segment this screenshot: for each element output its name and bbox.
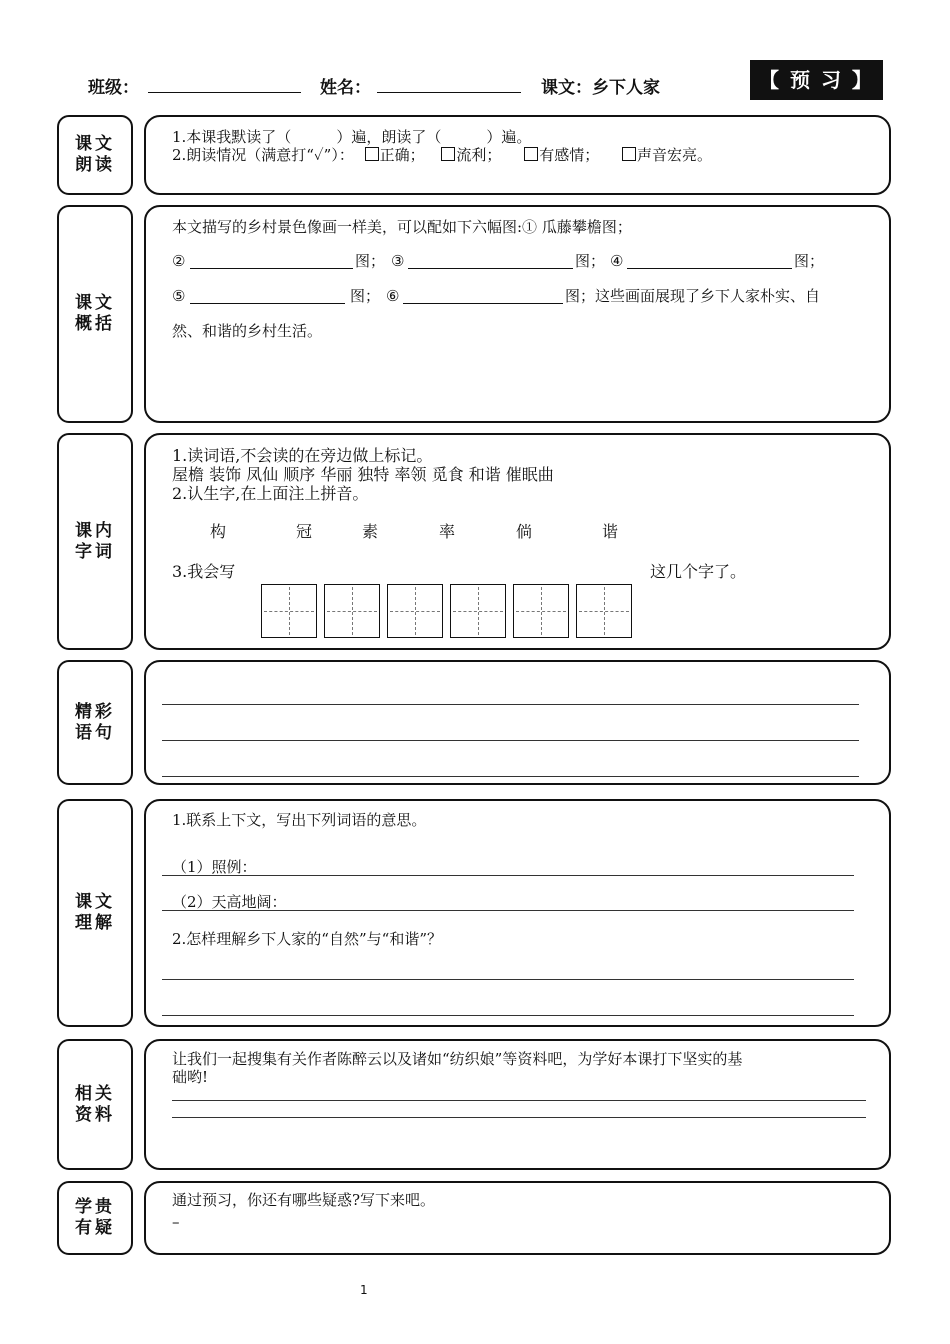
option-emotion[interactable]: 有感情； xyxy=(524,146,599,164)
writing-grid-cell[interactable] xyxy=(324,584,380,638)
summary-num-4: ④ xyxy=(610,252,624,270)
writing-grid-cell[interactable] xyxy=(576,584,632,638)
section-label-materials: 相关 资料 xyxy=(57,1039,133,1170)
materials-text-2: 础哟! xyxy=(172,1068,209,1086)
questions-text: 通过预习，你还有哪些疑惑?写下来吧。 xyxy=(172,1191,436,1209)
summary-num-5: ⑤ xyxy=(172,287,186,305)
sentences-box xyxy=(144,660,891,785)
summary-tu-3: 图； xyxy=(575,252,606,270)
writing-grid-cell[interactable] xyxy=(450,584,506,638)
checkbox-icon[interactable] xyxy=(524,147,538,161)
materials-line[interactable] xyxy=(172,1100,866,1101)
summary-box xyxy=(144,205,891,423)
understanding-box xyxy=(144,799,891,1027)
summary-blank-2[interactable] xyxy=(190,268,353,269)
understanding-q1: 1.联系上下文，写出下列词语的意思。 xyxy=(172,811,427,829)
write-prefix: 3.我会写 xyxy=(172,562,236,581)
summary-intro: 本文描写的乡村景色像画一样美，可以配如下六幅图:① 瓜藤攀檐图； xyxy=(172,218,632,236)
answer-line-q1b[interactable] xyxy=(162,910,854,911)
checkbox-icon[interactable] xyxy=(441,147,455,161)
questions-dash: – xyxy=(172,1213,180,1231)
summary-tail: 图；这些画面展现了乡下人家朴实、自 xyxy=(565,287,821,305)
materials-line[interactable] xyxy=(172,1117,866,1118)
summary-tu-5: 图； xyxy=(350,287,381,305)
reading-count-line: 1.本课我默读了（ ）遍，朗读了（ ）遍。 xyxy=(172,128,532,146)
reading-status-line xyxy=(172,146,712,164)
checkbox-icon[interactable] xyxy=(365,147,379,161)
section-label-summary: 课文 概括 xyxy=(57,205,133,423)
char-3: 素 xyxy=(362,522,379,541)
summary-blank-6[interactable] xyxy=(403,303,563,304)
preview-badge: 【 预 习 】 xyxy=(750,60,883,100)
char-2: 冠 xyxy=(296,522,313,541)
class-field[interactable] xyxy=(148,92,301,93)
checkbox-icon[interactable] xyxy=(622,147,636,161)
write-suffix: 这几个字了。 xyxy=(650,562,747,581)
char-4: 率 xyxy=(439,522,456,541)
summary-tu-2: 图； xyxy=(355,252,386,270)
summary-blank-5[interactable] xyxy=(190,303,345,304)
summary-num-3: ③ xyxy=(391,252,405,270)
char-1: 构 xyxy=(210,522,227,541)
char-5: 倘 xyxy=(516,522,533,541)
words-instruction-1: 1.读词语,不会读的在旁边做上标记。 xyxy=(172,446,433,465)
section-label-questions: 学贵 有疑 xyxy=(57,1181,133,1255)
section-label-understanding: 课文 理解 xyxy=(57,799,133,1027)
class-label: 班级： xyxy=(88,78,139,98)
reading-status-prefix: 2.朗读情况（满意打“✓”）： xyxy=(172,146,354,164)
option-loud[interactable]: 声音宏亮。 xyxy=(622,146,712,164)
sentence-line[interactable] xyxy=(162,776,859,777)
sentence-line[interactable] xyxy=(162,740,859,741)
answer-line-q1a[interactable] xyxy=(162,875,854,876)
summary-blank-3[interactable] xyxy=(408,268,573,269)
writing-grid-cell[interactable] xyxy=(261,584,317,638)
sentence-line[interactable] xyxy=(162,704,859,705)
summary-num-6: ⑥ xyxy=(386,287,400,305)
summary-num-2: ② xyxy=(172,252,186,270)
page-number: 1 xyxy=(360,1283,368,1297)
option-fluent[interactable]: 流利； xyxy=(441,146,501,164)
words-list: 屋檐 装饰 凤仙 顺序 华丽 独特 率领 觅食 和谐 催眠曲 xyxy=(172,465,554,484)
summary-tu-4: 图； xyxy=(794,252,825,270)
char-6: 谐 xyxy=(602,522,619,541)
understanding-q1a: （1）照例： xyxy=(172,858,257,876)
writing-grid-cell[interactable] xyxy=(387,584,443,638)
understanding-q1b: （2）天高地阔： xyxy=(172,893,287,911)
section-label-sentences: 精彩 语句 xyxy=(57,660,133,785)
materials-text-1: 让我们一起搜集有关作者陈醉云以及诸如“纺织娘”等资料吧，为学好本课打下坚实的基 xyxy=(172,1050,743,1068)
understanding-q2: 2.怎样理解乡下人家的“自然”与“和谐”？ xyxy=(172,930,442,948)
lesson-title: 课文：乡下人家 xyxy=(541,78,660,98)
section-label-words: 课内 字词 xyxy=(57,433,133,650)
answer-line-q2[interactable] xyxy=(162,1015,854,1016)
writing-grid-cell[interactable] xyxy=(513,584,569,638)
name-label: 姓名： xyxy=(320,78,371,98)
section-label-reading: 课文 朗读 xyxy=(57,115,133,195)
summary-blank-4[interactable] xyxy=(627,268,792,269)
answer-line-q2[interactable] xyxy=(162,979,854,980)
summary-conclusion: 然、和谐的乡村生活。 xyxy=(172,322,323,340)
words-instruction-2: 2.认生字,在上面注上拼音。 xyxy=(172,484,369,503)
option-correct[interactable]: 正确； xyxy=(365,146,425,164)
name-field[interactable] xyxy=(377,92,521,93)
